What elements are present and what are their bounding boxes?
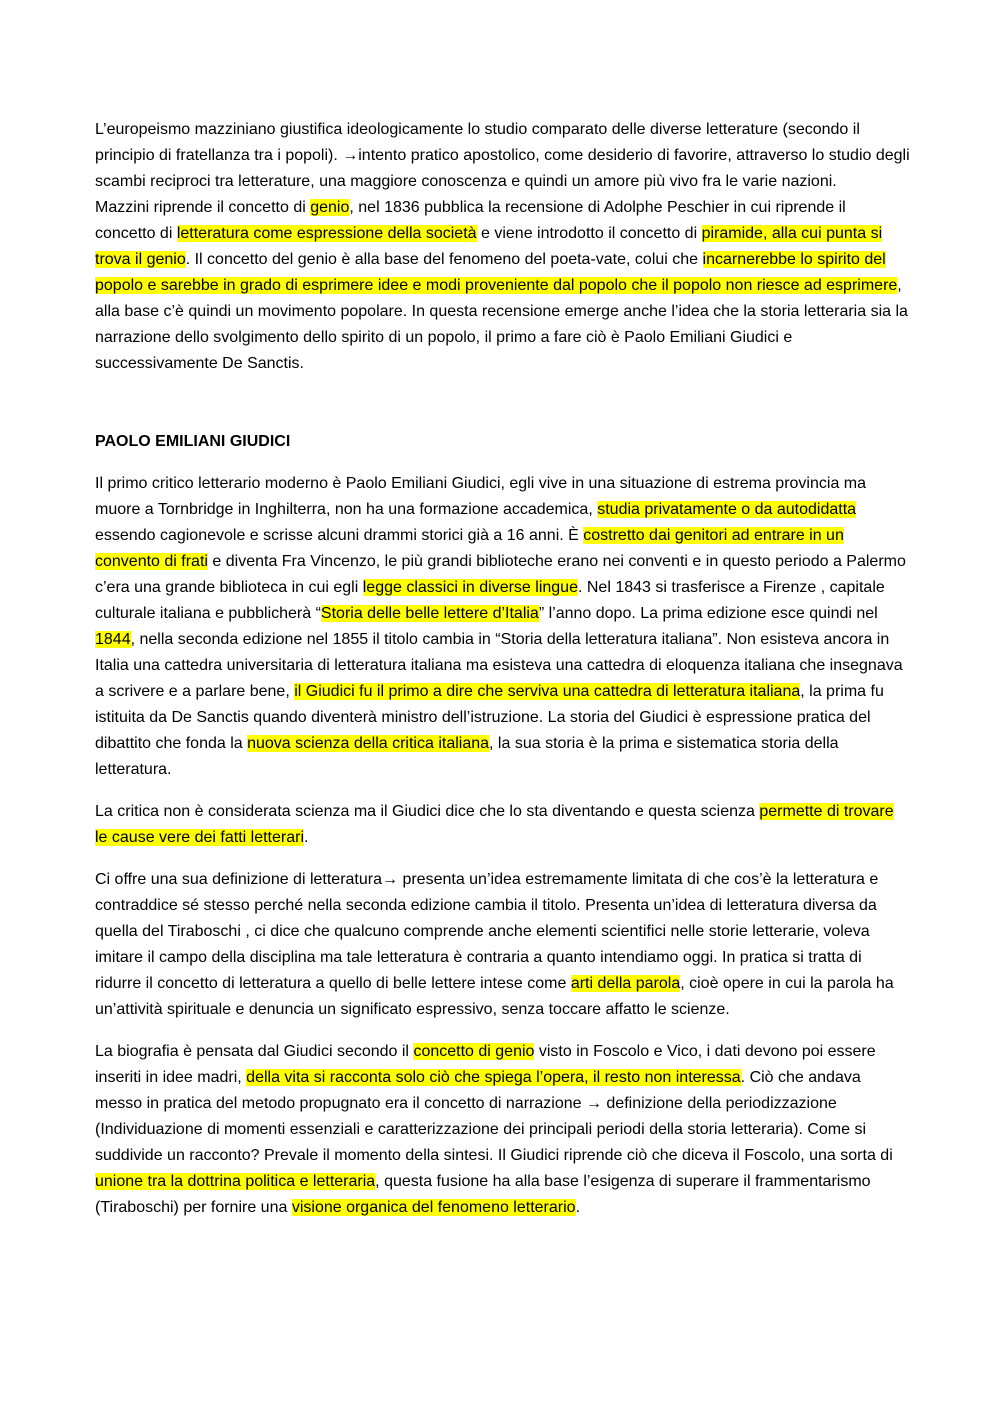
text-run: . xyxy=(304,829,309,846)
right-arrow-icon: → xyxy=(382,871,398,888)
text-run: Mazzini riprende il concetto di xyxy=(95,199,311,216)
text-run: essendo cagionevole e scrisse alcuni drammi storici già a 16 anni. È xyxy=(95,527,584,544)
section-heading: PAOLO EMILIANI GIUDICI xyxy=(95,433,291,450)
text-run: intento pratico apostolico, come desiderio di favorire, attraverso lo studio degli scambi reciproci tra letterature, una maggiore conoscenza e quindi un amore più vivo fra le varie nazioni. xyxy=(95,147,910,190)
highlighted-text: il Giudici fu il primo a dire che serviva una cattedra di letteratura italiana xyxy=(294,683,801,700)
highlighted-text: piramide, alla cui punta si trova il genio xyxy=(95,225,883,268)
text-run: L’europeismo mazziniano giustifica ideologicamente lo studio comparato delle diverse letterature (secondo il principio di fratellanza tra i popoli). xyxy=(95,121,860,164)
highlighted-text: concetto di genio xyxy=(413,1043,535,1060)
text-run: . Ciò che andava messo in pratica del metodo propugnato era il concetto di narrazione xyxy=(95,1069,861,1112)
text-run: definizione della periodizzazione (Individuazione di momenti essenziali e caratterizzazione dei principali periodi della storia letteraria). Come si suddivide un racconto? Prevale il momento della sintesi. Il Giudici riprende ciò che diceva il Foscolo, una sorta di xyxy=(95,1095,893,1164)
highlighted-text: nuova scienza della critica italiana xyxy=(247,735,490,752)
text-run: ” l’anno dopo. La prima edizione esce quindi nel xyxy=(538,605,878,622)
text-run: , alla base c’è quindi un movimento popolare. In questa recensione emerge anche l’idea che la storia letteraria sia la narrazione dello svolgimento dello spirito di un popolo, il primo a fare ciò è Paolo Emiliani Giudici e successivamente De Sanctis. xyxy=(95,277,908,372)
text-run: . Il concetto del genio è alla base del fenomeno del poeta-vate, colui che xyxy=(185,251,703,268)
text-run: presenta un’idea estremamente limitata di che cos’è la letteratura e contraddice sé stesso perché nella seconda edizione cambia il titolo. Presenta un’idea di letteratura diversa da quella del Tiraboschi , ci dice che qualcuno comprende anche elementi scientifici nelle storie letterarie, voleva imitare il campo della disciplina ma tale letteratura è contraria a quanto intendiamo oggi. In pratica si tratta di ridurre il concetto di letteratura a quello di belle lettere intese come xyxy=(95,871,879,992)
highlighted-text: genio xyxy=(310,199,350,216)
document-page xyxy=(95,117,910,1237)
highlighted-text: unione tra la dottrina politica e letteraria xyxy=(95,1173,376,1190)
highlighted-text: arti della parola xyxy=(570,975,681,992)
text-run: Ci offre una sua definizione di letteratura xyxy=(95,871,382,888)
text-run: visto in Foscolo e Vico, i dati devono poi essere inseriti in idee madri, xyxy=(95,1043,876,1086)
highlighted-text: legge classici in diverse lingue xyxy=(362,579,578,596)
section-paragraph-1 xyxy=(95,471,910,783)
text-run: La critica non è considerata scienza ma il Giudici dice che lo sta diventando e questa scienza xyxy=(95,803,760,820)
text-run: Il primo critico letterario moderno è Paolo Emiliani Giudici, egli vive in una situazione di estrema provincia ma muore a Tornbridge in Inghilterra, non ha una formazione accademica, xyxy=(95,475,867,518)
highlighted-text: costretto dai genitori ad entrare in un convento di frati xyxy=(95,527,844,570)
right-arrow-icon: → xyxy=(585,1095,602,1112)
highlighted-text: 1844 xyxy=(95,631,131,648)
section-paragraph-4 xyxy=(95,1039,910,1221)
section-paragraph-2 xyxy=(95,799,910,851)
highlighted-text: incarnerebbe lo spirito del popolo e sarebbe in grado di esprimere idee e modi proveniente dal popolo che il popolo non riesce ad esprimere xyxy=(95,251,898,294)
highlighted-text: studia privatamente o da autodidatta xyxy=(597,501,857,518)
highlighted-text: Storia delle belle lettere d’Italia xyxy=(320,605,539,622)
intro-paragraph-2 xyxy=(95,195,910,377)
text-run: La biografia è pensata dal Giudici secondo il xyxy=(95,1043,414,1060)
highlighted-text: letteratura come espressione della società xyxy=(176,225,477,242)
text-run: , questa fusione ha alla base l’esigenza di superare il frammentarismo (Tiraboschi) per fornire una xyxy=(95,1173,871,1216)
section-spacer xyxy=(95,377,910,429)
text-run: , nella seconda edizione nel 1855 il titolo cambia in “Storia della letteratura italiana”. Non esisteva ancora in Italia una cattedra universitaria di letteratura italiana ma esisteva una cattedra di eloquenza italiana che insegnava a scrivere e a parlare bene, xyxy=(95,631,903,700)
highlighted-text: permette di trovare le cause vere dei fatti letterari xyxy=(95,803,894,846)
text-run: e viene introdotto il concetto di xyxy=(476,225,702,242)
text-run: e diventa Fra Vincenzo, le più grandi biblioteche erano nei conventi e in questo periodo a Palermo c’era una grande biblioteca in cui egli xyxy=(95,553,906,596)
highlighted-text: della vita si racconta solo ciò che spiega l’opera, il resto non interessa xyxy=(246,1069,741,1086)
section-paragraph-3 xyxy=(95,867,910,1023)
text-run: , la sua storia è la prima e sistematica storia della letteratura. xyxy=(95,735,839,778)
highlighted-text: visione organica del fenomeno letterario xyxy=(291,1199,576,1216)
text-run: . Nel 1843 si trasferisce a Firenze , capitale culturale italiana e pubblicherà “ xyxy=(95,579,885,622)
right-arrow-icon: → xyxy=(342,147,359,164)
text-run: . xyxy=(575,1199,581,1216)
text-run: , la prima fu istituita da De Sanctis quando diventerà ministro dell’istruzione. La storia del Giudici è espressione pratica del dibattito che fonda la xyxy=(95,683,884,752)
text-run: , nel 1836 pubblica la recensione di Adolphe Peschier in cui riprende il concetto di xyxy=(95,199,846,242)
text-run: , cioè opere in cui la parola ha un’attività spirituale e denuncia un significato espressivo, senza toccare affatto le scienze. xyxy=(95,975,894,1018)
intro-paragraph-1 xyxy=(95,117,910,195)
